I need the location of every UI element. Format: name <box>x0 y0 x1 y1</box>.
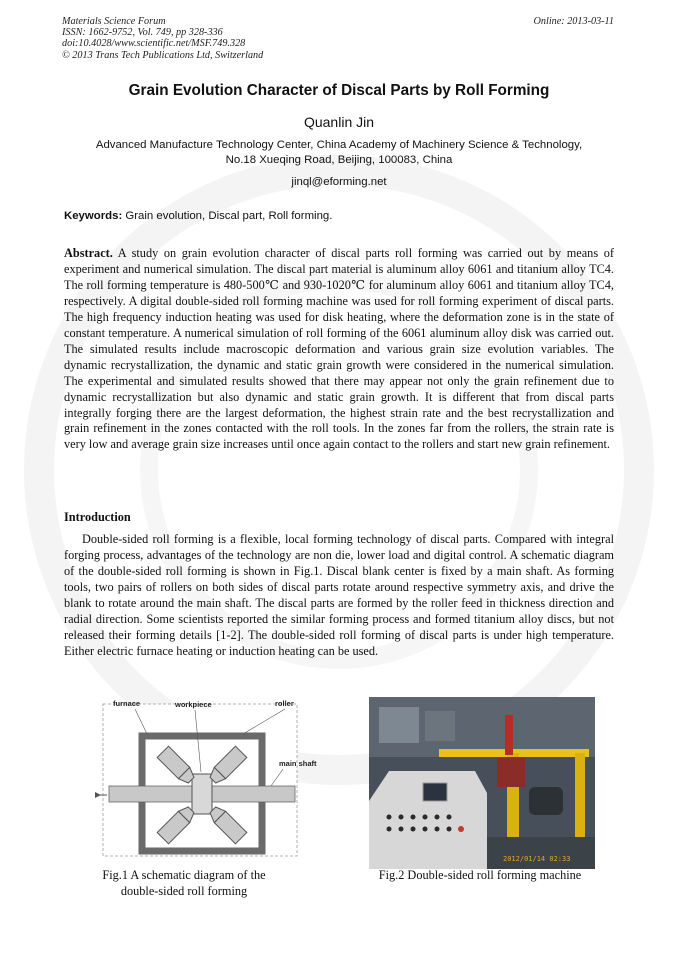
introduction-text: Double-sided roll forming is a flexible, local forming technology of discal parts. Compared with integral forging process, advantages of the technology are non die, lower load and digital control. A schematic diagram of the double-sided roll forming is shown in Fig.1. Discal blank center is fixed by a main shaft. As forming tools, two pairs of rollers on both sides of discal parts rotate around respective symmetry axis, and drive the blank to rotate around the main shaft. The discal parts are formed by the roller feed in thickness direction and radial direction. Some scientists reported the similar forming process and formed titanium alloy discs, but not released their forming details [1-2]. The double-sided roll forming of discal parts is under high temperature. Either electric furnace heating or induction heating can be used. <box>64 532 614 658</box>
label-workpiece: workpiece <box>175 700 212 709</box>
figure-1-caption-line-1: Fig.1 A schematic diagram of the <box>102 868 266 882</box>
figure-1-caption <box>74 867 294 899</box>
workpiece-disk <box>192 774 212 814</box>
keywords-label: Keywords: <box>64 210 123 222</box>
label-roller: roller <box>275 699 294 708</box>
affiliation-line-2: No.18 Xueqing Road, Beijing, 100083, China <box>225 154 453 166</box>
figure-2-caption: Fig.2 Double-sided roll forming machine <box>378 868 582 882</box>
issn-line: ISSN: 1662-9752, Vol. 749, pp 328-336 <box>62 27 223 39</box>
online-date: Online: 2013-03-11 <box>533 16 614 27</box>
affiliation-line-1: Advanced Manufacture Technology Center, China Academy of Machinery Science & Technology, <box>95 139 583 151</box>
label-furnace: furnace <box>113 699 141 708</box>
figure-1-caption-line-2: double-sided roll forming <box>120 884 248 898</box>
journal-header <box>62 16 263 61</box>
shaft-arrow-head <box>95 792 101 798</box>
label-main-shaft: main shaft <box>279 759 317 768</box>
paper-title: Grain Evolution Character of Discal Parts by Roll Forming <box>128 82 550 99</box>
introduction-heading: Introduction <box>64 510 131 524</box>
copyright-line: © 2013 Trans Tech Publications Ltd, Switzerland <box>62 49 264 61</box>
keywords-text: Grain evolution, Discal part, Roll forming. <box>125 210 333 222</box>
abstract-label: Abstract. <box>64 246 113 260</box>
doi-line: doi:10.4028/www.scientific.net/MSF.749.328 <box>62 38 246 50</box>
figure-1-schematic <box>95 694 317 864</box>
photo-timestamp: 2012/01/14 02:33 <box>503 855 571 863</box>
author-name: Quanlin Jin <box>303 114 375 130</box>
keywords <box>64 210 332 222</box>
figure-2-photo <box>369 697 595 869</box>
abstract <box>64 246 614 453</box>
author-email[interactable]: jinql@eforming.net <box>291 176 387 188</box>
journal-name: Materials Science Forum <box>62 16 166 27</box>
affiliation <box>0 138 678 168</box>
abstract-text: A study on grain evolution character of discal parts roll forming was carried out by means of experiment and numerical simulation. The discal part material is aluminum alloy 6061 and titanium alloy TC4. The roll forming temperature is 480-500℃ and 930-1020℃ for aluminum alloy 6061 and titanium alloy TC4, respectively. A digital double-sided roll forming machine was used for roll forming experiment of discal parts. The high frequency induction heating was used for disk heating, where the deformation zone is in the state of constant temperature. A numerical simulation of roll forming of the 6061 aluminum alloy disk was carried out. The simulated results include macroscopic deformation and various grain size evolution variables. The dynamic recrystallization, the dynamic and static grain growth were considered in the numerical simulation. The experimental and simulated results showed that there may appear not only the grain refinement due to dynamic recrystallization but also dynamic and static grain growth. It is different that from discal parts integrally forging there are the largest deformation, the highest strain rate and the best recrystallization and grain refinement in the zones contacted with the roll tools. In the zones far from the rollers, the strain rate is very low and average grain size increases until once again contact to the rollers and start new grain refinement. <box>64 246 614 452</box>
